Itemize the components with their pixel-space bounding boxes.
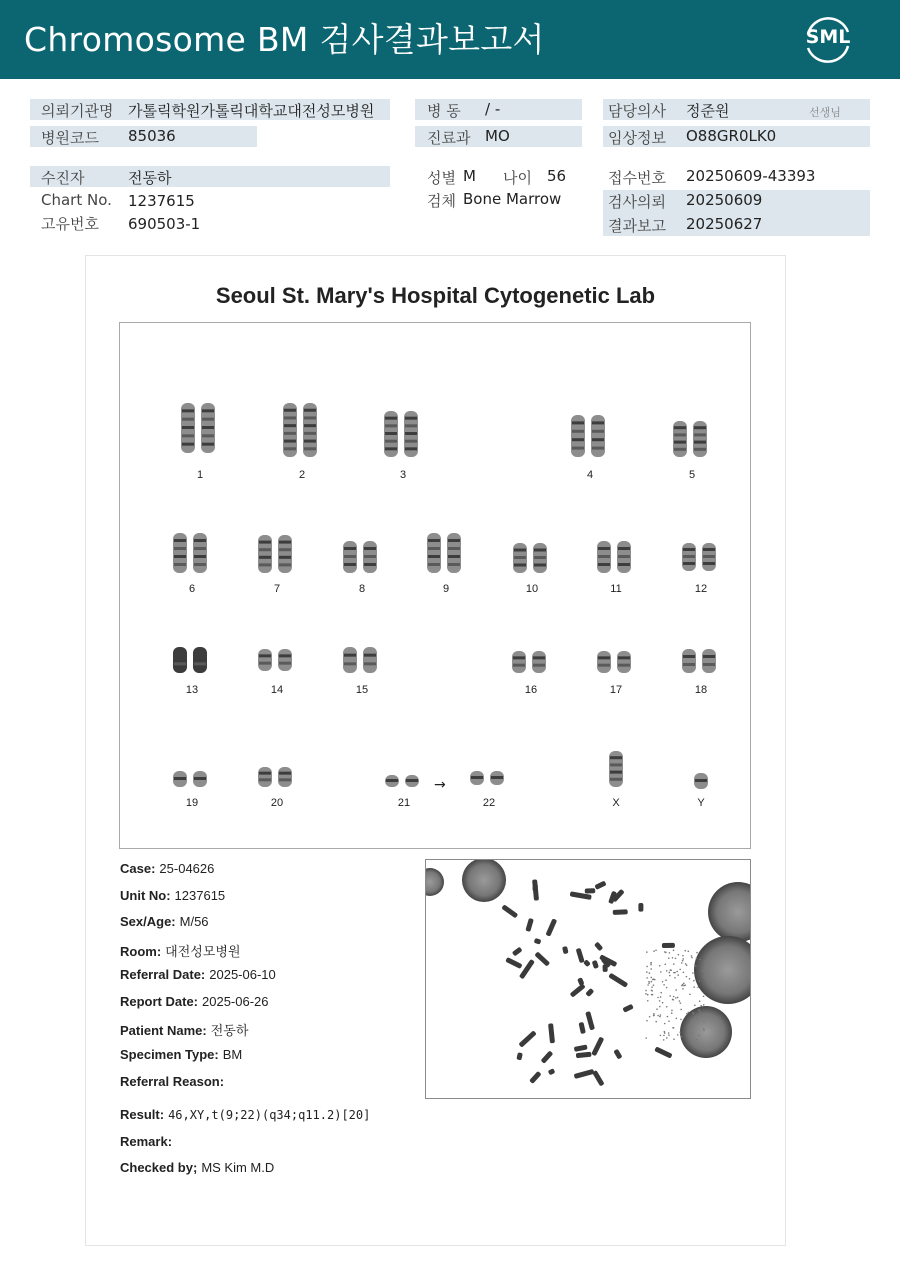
clinical-info-label: 임상정보 xyxy=(608,129,666,147)
unique-no-label: 고유번호 xyxy=(41,215,99,233)
chromosome-2 xyxy=(280,403,324,457)
doctor-suffix: 선생님 xyxy=(809,106,841,119)
chromosome-22 xyxy=(467,771,511,785)
specimen-type-line xyxy=(120,1047,242,1062)
case-value: 25-04626 xyxy=(159,861,215,876)
specimen-label: 검체 xyxy=(427,192,456,210)
hospital-code-value: 85036 xyxy=(128,127,176,145)
report-date-line xyxy=(120,994,269,1009)
result-value: 46,XY,t(9;22)(q34;q11.2)[20] xyxy=(168,1108,371,1122)
chromosome-19 xyxy=(170,771,214,787)
chromosome-label: 21 xyxy=(397,797,411,809)
chromosome-x xyxy=(606,751,626,787)
chromosome-15 xyxy=(340,647,384,673)
chromosome-label: 1 xyxy=(196,469,204,481)
room-label: Room: xyxy=(120,944,162,959)
chromosome-label: 22 xyxy=(482,797,496,809)
chromosome-4 xyxy=(568,415,612,457)
chromosome-16 xyxy=(509,651,553,673)
case-line xyxy=(120,861,214,876)
hospital-code-label: 병원코드 xyxy=(41,129,99,147)
report-date-label: Report Date: xyxy=(120,994,199,1009)
chromosome-1 xyxy=(178,403,222,453)
unique-no-value: 690503-1 xyxy=(128,215,201,233)
referral-date-label: Referral Date: xyxy=(120,967,206,982)
ward-label: 병 동 xyxy=(427,102,461,120)
chromosome-label: 8 xyxy=(358,583,366,595)
chromosome-label: 7 xyxy=(273,583,281,595)
age-label: 나이 xyxy=(503,169,532,187)
chromosome-label: Y xyxy=(697,797,705,809)
referral-date-line xyxy=(120,967,276,982)
report-title: Chromosome BM 검사결과보고서 xyxy=(24,20,545,59)
ward-value: / - xyxy=(485,100,501,118)
chromosome-3 xyxy=(381,411,425,457)
metaphase-image xyxy=(425,859,751,1099)
chromosome-18 xyxy=(679,649,723,673)
institution-label: 의뢰기관명 xyxy=(41,102,114,120)
nucleus xyxy=(680,1006,732,1058)
lab-title: Seoul St. Mary's Hospital Cytogenetic Lab xyxy=(215,283,656,308)
result-date-value: 20250627 xyxy=(686,215,763,233)
nucleus xyxy=(694,936,750,1004)
remark-line xyxy=(120,1134,176,1149)
unit-no-label: Unit No: xyxy=(120,888,171,903)
nucleus xyxy=(462,860,506,902)
sex-label: 성별 xyxy=(427,169,456,187)
chromosome-y xyxy=(691,773,711,789)
nucleus xyxy=(426,868,444,896)
sml-logo-text: SML xyxy=(805,26,851,48)
specimen-type-value: BM xyxy=(222,1047,243,1062)
receipt-no-label: 접수번호 xyxy=(608,169,666,187)
request-date-value: 20250609 xyxy=(686,191,763,209)
report-date-value: 2025-06-26 xyxy=(202,994,269,1009)
chromosome-22-arrow: → xyxy=(434,777,446,793)
remark-label: Remark: xyxy=(120,1134,173,1149)
checked-by-value: MS Kim M.D xyxy=(201,1160,275,1175)
chart-no-value: 1237615 xyxy=(128,192,195,210)
chromosome-5 xyxy=(670,421,714,457)
chromosome-label: 11 xyxy=(610,583,622,595)
sml-logo xyxy=(800,12,856,68)
specimen-value: Bone Marrow xyxy=(463,190,562,208)
department-label: 진료과 xyxy=(427,129,471,147)
patient-value: 전동하 xyxy=(128,169,172,187)
sex-age-value: M/56 xyxy=(179,914,209,929)
doctor-value: 정준원 xyxy=(686,102,730,120)
sex-age-label: Sex/Age: xyxy=(120,914,176,929)
clinical-info-value: O88GR0LK0 xyxy=(686,127,777,145)
patient-name-label: Patient Name: xyxy=(120,1023,207,1038)
chromosome-13 xyxy=(170,647,214,673)
case-label: Case: xyxy=(120,861,156,876)
chromosome-7 xyxy=(255,535,299,573)
checked-by-line xyxy=(120,1160,274,1175)
chromosome-label: 9 xyxy=(442,583,450,595)
chromosome-21 xyxy=(382,775,426,787)
chromosome-label: 10 xyxy=(525,583,539,595)
institution-value: 가톨릭학원가톨릭대학교대전성모병원 xyxy=(128,102,375,120)
unit-no-line xyxy=(120,888,225,903)
doctor-label: 담당의사 xyxy=(608,102,666,120)
chromosome-label: 13 xyxy=(185,684,199,696)
chromosome-17 xyxy=(594,651,638,673)
chromosome-20 xyxy=(255,767,299,787)
sex-value: M xyxy=(463,167,476,185)
chromosome-label: 3 xyxy=(399,469,407,481)
sex-age-line xyxy=(120,914,209,929)
chromosome-14 xyxy=(255,649,299,671)
department-value: MO xyxy=(485,127,510,145)
report-header xyxy=(0,0,900,79)
karyogram xyxy=(119,322,751,849)
referral-reason-line xyxy=(120,1074,228,1089)
chromosome-label: 18 xyxy=(694,684,708,696)
chromosome-label: 17 xyxy=(609,684,623,696)
specimen-type-label: Specimen Type: xyxy=(120,1047,219,1062)
chromosome-10 xyxy=(510,543,554,573)
chart-no-label: Chart No. xyxy=(41,191,112,209)
chromosome-label: 5 xyxy=(688,469,696,481)
unit-no-value: 1237615 xyxy=(174,888,226,903)
chromosome-label: 16 xyxy=(524,684,538,696)
chromosome-11 xyxy=(594,541,638,573)
checked-by-label: Checked by; xyxy=(120,1160,198,1175)
receipt-no-value: 20250609-43393 xyxy=(686,167,816,185)
result-line xyxy=(120,1107,370,1122)
chromosome-label: 2 xyxy=(298,469,306,481)
chromosome-6 xyxy=(170,533,214,573)
referral-reason-label: Referral Reason: xyxy=(120,1074,225,1089)
patient-label: 수진자 xyxy=(41,169,85,187)
chromosome-label: 14 xyxy=(270,684,284,696)
chromosome-label: 20 xyxy=(270,797,284,809)
metaphase-spread-svg xyxy=(426,860,750,1098)
cytogenetic-report xyxy=(85,255,786,1246)
result-date-label: 결과보고 xyxy=(608,217,666,235)
chromosome-8 xyxy=(340,541,384,573)
referral-date-value: 2025-06-10 xyxy=(209,967,276,982)
room-line xyxy=(120,941,241,960)
age-value: 56 xyxy=(547,167,567,185)
chromosome-label: 15 xyxy=(355,684,369,696)
chromosome-label: 4 xyxy=(586,469,594,481)
patient-name-line xyxy=(120,1020,248,1039)
room-value: 대전성모병원 xyxy=(165,944,241,959)
patient-name-value: 전동하 xyxy=(210,1023,249,1038)
chromosome-label: 12 xyxy=(694,583,708,595)
chromosome-9 xyxy=(424,533,468,573)
result-label: Result: xyxy=(120,1107,165,1122)
nucleus xyxy=(708,882,750,942)
chromosome-label: X xyxy=(612,797,620,809)
chromosome-12 xyxy=(679,543,723,571)
chromosome-label: 19 xyxy=(185,797,199,809)
request-date-label: 검사의뢰 xyxy=(608,193,666,211)
chromosome-label: 6 xyxy=(188,583,196,595)
